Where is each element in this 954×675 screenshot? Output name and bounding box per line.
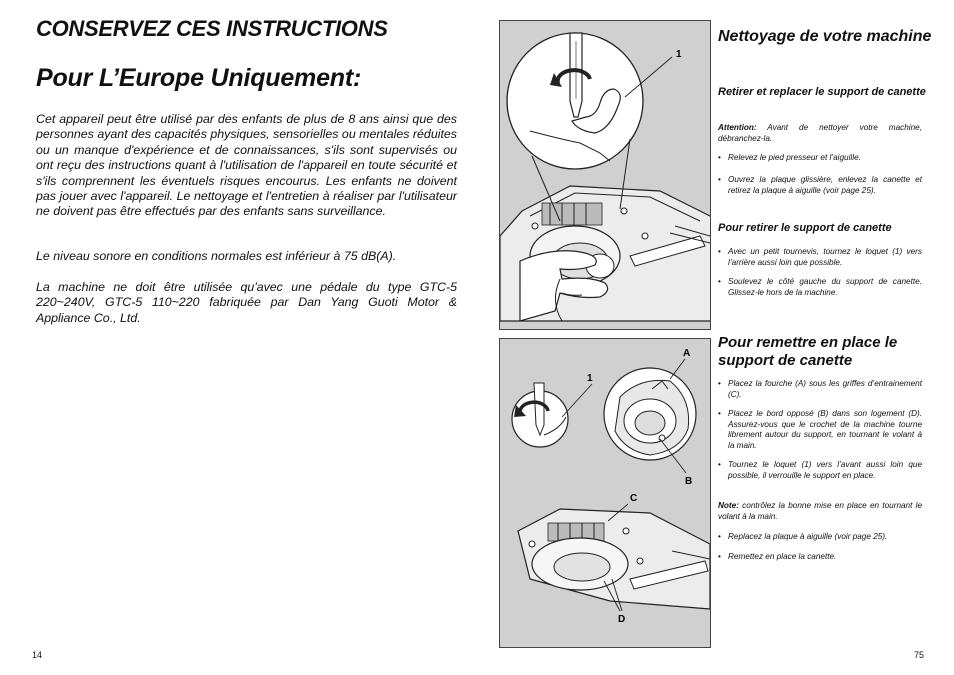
list-item: • Remettez en place la canette. <box>718 552 922 563</box>
fig1-label-1: 1 <box>676 49 682 60</box>
list-item: • Replacez la plaque à aiguille (voir page 25). <box>718 532 922 543</box>
list-item: • Tournez le loquet (1) vers l’avant aussi loin que possible, il verrouille le support en place. <box>718 460 922 481</box>
fig2-label-d: D <box>618 614 626 625</box>
page-heading: CONSERVEZ CES INSTRUCTIONS <box>36 16 388 41</box>
remove-replace-subheading: Retirer et replacer le support de canette <box>718 86 926 98</box>
fig2-label-c: C <box>630 493 638 504</box>
cleaning-section-title: Nettoyage de votre machine <box>718 28 932 45</box>
attention-note <box>718 123 922 144</box>
remove-bobbin-case-subheading: Pour retirer le support de canette <box>718 222 892 234</box>
note <box>718 501 922 522</box>
noise-level-paragraph: Le niveau sonore en conditions normales est inférieur à 75 dB(A). <box>36 249 397 263</box>
note-text: contrôlez la bonne mise en place en tournant le volant à la main. <box>718 501 922 521</box>
page-number-right: 75 <box>914 650 925 660</box>
fig2-label-b: B <box>685 476 693 487</box>
attention-text: Avant de nettoyer votre machine, débranchez-la. <box>718 123 922 143</box>
list-item: • Placez le bord opposé (B) dans son logement (D). Assurez-vous que le crochet de la machine tourne librement autour du support, en tournant le volant à la main. <box>718 409 922 451</box>
list-item: • Ouvrez la plaque glissière, enlevez la canette et retirez la plaque à aiguille (voir page 25). <box>718 175 922 196</box>
page-number-left: 14 <box>32 650 43 660</box>
list-item: • Relevez le pied presseur et l’aiguille. <box>718 153 922 164</box>
attention-label: Attention: <box>718 123 757 132</box>
fig2-label-a: A <box>683 348 691 359</box>
list-item: • Avec un petit tournevis, tournez le loquet (1) vers l’arrière aussi loin que possible. <box>718 247 922 268</box>
list-item: • Soulevez le côté gauche du support de canette. Glissez-le hors de la machine. <box>718 277 922 298</box>
bobbin-case-replacement-figure <box>499 338 711 648</box>
note-label: Note: <box>718 501 739 510</box>
fig2-label-1: 1 <box>587 373 593 384</box>
foot-pedal-paragraph: La machine ne doit être utilisée qu'avec une pédale du type GTC-5 220~240V, GTC-5 110~220 fabriquée par Dan Yang Guoti Motor & Appliance Co., Ltd. <box>36 280 457 325</box>
europe-subheading: Pour L’Europe Uniquement: <box>36 64 362 92</box>
safety-paragraph: Cet appareil peut être utilisé par des enfants de plus de 8 ans ainsi que des personnes ayant des capacités physiques, sensorielles ou mentales réduites ou un manque d'expérience et de connaissances, s'ils sont supervisés ou ont reçu des instructions quant à l'utilisation de l'appareil en toute sécurité et s'ils comprennent les éventuels risques encourus. Les enfants ne doivent pas jouer avec l'appareil. Le nettoyage et l'entretien à réaliser par l'utilisateur ne doivent pas être effectués par des enfants sans surveillance. <box>36 112 457 219</box>
replace-bobbin-case-heading: Pour remettre en place le support de canette <box>718 334 898 369</box>
bobbin-case-removal-figure <box>499 20 711 330</box>
list-item: • Placez la fourche (A) sous les griffes d’entrainement (C). <box>718 379 922 400</box>
